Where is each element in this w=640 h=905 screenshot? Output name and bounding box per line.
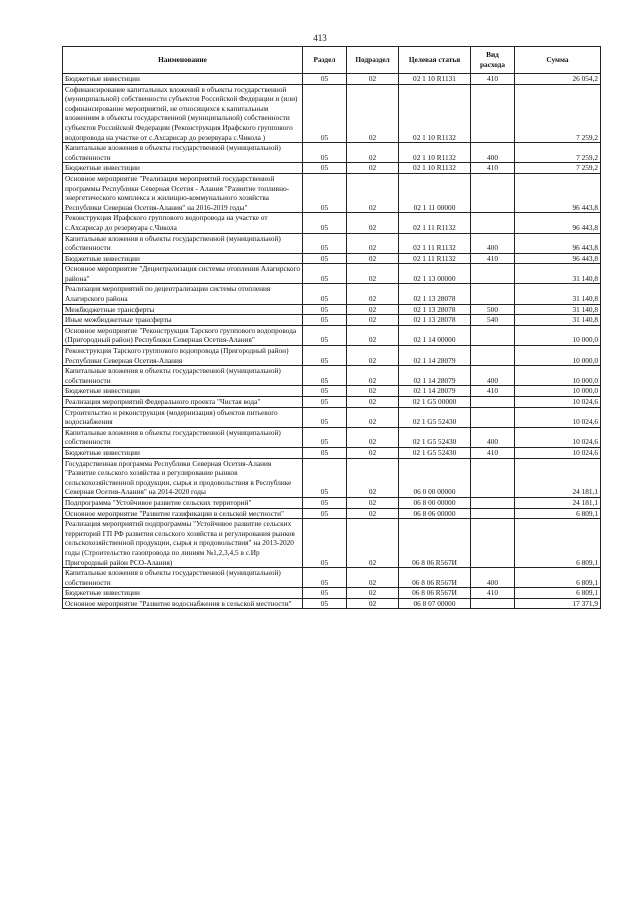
cell-type: [471, 264, 515, 284]
cell-section: 05: [303, 346, 347, 366]
cell-subsection: 02: [347, 588, 399, 599]
cell-section: 05: [303, 143, 347, 163]
cell-target: 06 8 06 R567И: [399, 519, 471, 568]
cell-section: 05: [303, 519, 347, 568]
cell-sum: 31 140,8: [515, 284, 601, 304]
cell-target: 02 1 11 R1132: [399, 213, 471, 233]
table-row: [63, 447, 601, 458]
cell-name: Реконструкция Ирафского группового водопровода на участке от с.Ахсарисар до резервуара с.Чикола: [63, 213, 303, 233]
table-row: [63, 366, 601, 386]
cell-subsection: 02: [347, 233, 399, 253]
cell-target: 02 1 14 00000: [399, 325, 471, 345]
header-sum: Сумма: [515, 47, 601, 74]
table-row: [63, 143, 601, 163]
table-row: [63, 233, 601, 253]
header-section: Раздел: [303, 47, 347, 74]
cell-type: 410: [471, 588, 515, 599]
cell-target: 02 1 10 R1131: [399, 74, 471, 85]
cell-section: 05: [303, 407, 347, 427]
cell-name: Основное мероприятие "Реконструкция Тарского группового водопровода (Пригородный район) Республики Северная Осетия-Алания": [63, 325, 303, 345]
page-number: 413: [313, 33, 327, 43]
cell-type: [471, 284, 515, 304]
cell-name: Межбюджетные трансферты: [63, 304, 303, 315]
cell-sum: 31 140,8: [515, 264, 601, 284]
cell-section: 05: [303, 447, 347, 458]
table-row: [63, 163, 601, 174]
cell-sum: 17 371,9: [515, 598, 601, 609]
cell-target: 02 1 13 00000: [399, 264, 471, 284]
cell-target: 02 1 10 R1132: [399, 163, 471, 174]
cell-sum: 7 259,2: [515, 143, 601, 163]
cell-type: [471, 346, 515, 366]
cell-name: Бюджетные инвестиции: [63, 588, 303, 599]
cell-type: [471, 519, 515, 568]
cell-type: 410: [471, 253, 515, 264]
cell-target: 02 1 13 28078: [399, 315, 471, 326]
cell-subsection: 02: [347, 173, 399, 212]
cell-target: 06 0 00 00000: [399, 458, 471, 497]
cell-sum: 26 054,2: [515, 74, 601, 85]
table-row: [63, 458, 601, 497]
cell-target: 02 1 10 R1132: [399, 143, 471, 163]
cell-subsection: 02: [347, 74, 399, 85]
cell-target: 02 1 14 28079: [399, 346, 471, 366]
cell-target: 06 8 06 R567И: [399, 568, 471, 588]
cell-sum: 24 181,1: [515, 458, 601, 497]
table-row: [63, 253, 601, 264]
cell-subsection: 02: [347, 366, 399, 386]
table-row: [63, 264, 601, 284]
cell-section: 05: [303, 588, 347, 599]
cell-section: 05: [303, 284, 347, 304]
cell-subsection: 02: [347, 264, 399, 284]
cell-section: 05: [303, 497, 347, 508]
cell-section: 05: [303, 568, 347, 588]
cell-subsection: 02: [347, 519, 399, 568]
cell-section: 05: [303, 84, 347, 143]
cell-target: 02 1 14 28079: [399, 386, 471, 397]
cell-name: Бюджетные инвестиции: [63, 447, 303, 458]
table-header-row: [63, 47, 601, 74]
cell-name: Основное мероприятие "Реализация мероприятий государственной программы Республики Северная Осетия - Алания "Развитие топливно-энергетического комплекса и жилищно-коммунального хозяйства Республики Северная Осетия-Алания" на 2016-2019 годы": [63, 173, 303, 212]
table-row: [63, 508, 601, 519]
table-body: [63, 74, 601, 609]
table-row: [63, 84, 601, 143]
cell-subsection: 02: [347, 508, 399, 519]
cell-type: [471, 325, 515, 345]
table-row: [63, 325, 601, 345]
cell-name: Софинансирование капитальных вложений в объекты государственной (муниципальной) собственности субъектов Российской Федерации и (или) софинансирование мероприятий, не относящихся к капитальным вложениям в объекты государственной (муниципальной) собственности субъектов Российской Федерации (Реконструкция Ирафского группового водопровода на участке от с.Ахсарисар до резервуара с.Чикола ): [63, 84, 303, 143]
header-target: Целевая статья: [399, 47, 471, 74]
cell-target: 02 1 14 28079: [399, 366, 471, 386]
cell-target: 06 8 07 00000: [399, 598, 471, 609]
cell-section: 05: [303, 427, 347, 447]
table-row: [63, 284, 601, 304]
table-row: [63, 397, 601, 408]
cell-name: Реконструкция Тарского группового водопровода (Пригородный район) Республики Северная Осетия-Алания: [63, 346, 303, 366]
cell-sum: 6 809,1: [515, 508, 601, 519]
cell-target: 02 1 11 R1132: [399, 233, 471, 253]
table-row: [63, 304, 601, 315]
table-row: [63, 598, 601, 609]
cell-sum: 10 024,6: [515, 427, 601, 447]
cell-sum: 6 809,1: [515, 588, 601, 599]
cell-type: 400: [471, 143, 515, 163]
cell-subsection: 02: [347, 427, 399, 447]
cell-subsection: 02: [347, 386, 399, 397]
cell-section: 05: [303, 253, 347, 264]
table-row: [63, 588, 601, 599]
cell-type: 400: [471, 427, 515, 447]
cell-subsection: 02: [347, 325, 399, 345]
cell-section: 05: [303, 508, 347, 519]
header-name: Наименование: [63, 47, 303, 74]
cell-subsection: 02: [347, 253, 399, 264]
cell-name: Капитальные вложения в объекты государственной (муниципальной) собственности: [63, 143, 303, 163]
cell-subsection: 02: [347, 497, 399, 508]
cell-target: 02 1 G5 00000: [399, 397, 471, 408]
cell-name: Основное мероприятие "Развитие газификации в сельской местности": [63, 508, 303, 519]
cell-target: 06 8 06 R567И: [399, 588, 471, 599]
cell-name: Государственная программа Республики Северная Осетия-Алания "Развитие сельского хозяйства и регулирование рынков сельскохозяйственной продукции, сырья и продовольствия в Республике Северная Осетия-Алания" на 2014-2020 годы: [63, 458, 303, 497]
cell-sum: 6 809,1: [515, 519, 601, 568]
cell-type: 410: [471, 74, 515, 85]
cell-sum: 31 140,8: [515, 315, 601, 326]
cell-name: Основное мероприятие "Децентрализация системы отопления Алагирского района": [63, 264, 303, 284]
cell-type: 500: [471, 304, 515, 315]
table-row: [63, 173, 601, 212]
cell-target: 06 8 06 00000: [399, 508, 471, 519]
cell-subsection: 02: [347, 346, 399, 366]
table-row: [63, 346, 601, 366]
cell-subsection: 02: [347, 315, 399, 326]
cell-sum: 96 443,8: [515, 173, 601, 212]
cell-section: 05: [303, 233, 347, 253]
cell-name: Капитальные вложения в объекты государственной (муниципальной) собственности: [63, 427, 303, 447]
cell-subsection: 02: [347, 163, 399, 174]
cell-sum: 10 000,0: [515, 386, 601, 397]
cell-name: Реализация мероприятий Федерального проекта "Чистая вода": [63, 397, 303, 408]
cell-sum: 10 024,6: [515, 397, 601, 408]
cell-type: [471, 407, 515, 427]
cell-target: 06 8 00 00000: [399, 497, 471, 508]
table-row: [63, 519, 601, 568]
cell-type: 400: [471, 233, 515, 253]
cell-target: 02 1 11 R1132: [399, 253, 471, 264]
header-type: Вид расхода: [471, 47, 515, 74]
cell-type: [471, 173, 515, 212]
table-row: [63, 427, 601, 447]
cell-name: Бюджетные инвестиции: [63, 163, 303, 174]
cell-subsection: 02: [347, 284, 399, 304]
cell-section: 05: [303, 74, 347, 85]
cell-subsection: 02: [347, 304, 399, 315]
table-row: [63, 315, 601, 326]
cell-sum: 10 000,0: [515, 325, 601, 345]
cell-sum: 96 443,8: [515, 213, 601, 233]
cell-type: 410: [471, 386, 515, 397]
cell-name: Реализация мероприятий по децентрализации системы отопления Алагирского района: [63, 284, 303, 304]
cell-subsection: 02: [347, 397, 399, 408]
table-row: [63, 74, 601, 85]
cell-subsection: 02: [347, 213, 399, 233]
cell-name: Бюджетные инвестиции: [63, 74, 303, 85]
cell-section: 05: [303, 325, 347, 345]
cell-section: 05: [303, 315, 347, 326]
cell-sum: 96 443,8: [515, 253, 601, 264]
cell-subsection: 02: [347, 84, 399, 143]
header-subsection: Подраздел: [347, 47, 399, 74]
cell-target: 02 1 13 28078: [399, 304, 471, 315]
cell-sum: 10 024,6: [515, 447, 601, 458]
cell-sum: 10 024,6: [515, 407, 601, 427]
cell-subsection: 02: [347, 568, 399, 588]
cell-target: 02 1 11 00000: [399, 173, 471, 212]
cell-section: 05: [303, 366, 347, 386]
cell-type: 540: [471, 315, 515, 326]
cell-name: Подпрограмма "Устойчивое развитие сельских территорий": [63, 497, 303, 508]
cell-section: 05: [303, 397, 347, 408]
cell-sum: 7 259,2: [515, 84, 601, 143]
cell-type: [471, 458, 515, 497]
cell-subsection: 02: [347, 447, 399, 458]
cell-section: 05: [303, 173, 347, 212]
cell-target: 02 1 G5 52430: [399, 407, 471, 427]
table-row: [63, 407, 601, 427]
table-row: [63, 213, 601, 233]
cell-type: [471, 508, 515, 519]
cell-target: 02 1 13 28078: [399, 284, 471, 304]
cell-section: 05: [303, 163, 347, 174]
cell-section: 05: [303, 213, 347, 233]
cell-sum: 31 140,8: [515, 304, 601, 315]
cell-section: 05: [303, 304, 347, 315]
cell-name: Капитальные вложения в объекты государственной (муниципальной) собственности: [63, 366, 303, 386]
cell-subsection: 02: [347, 407, 399, 427]
table-row: [63, 386, 601, 397]
cell-target: 02 1 10 R1132: [399, 84, 471, 143]
cell-section: 05: [303, 598, 347, 609]
cell-section: 05: [303, 386, 347, 397]
cell-sum: 24 181,1: [515, 497, 601, 508]
cell-section: 05: [303, 458, 347, 497]
cell-type: [471, 84, 515, 143]
cell-name: Иные межбюджетные трансферты: [63, 315, 303, 326]
cell-subsection: 02: [347, 598, 399, 609]
cell-sum: 96 443,8: [515, 233, 601, 253]
cell-sum: 10 000,0: [515, 366, 601, 386]
cell-type: 410: [471, 447, 515, 458]
cell-name: Капитальные вложения в объекты государственной (муниципальной) собственности: [63, 233, 303, 253]
cell-target: 02 1 G5 52430: [399, 447, 471, 458]
cell-name: Основное мероприятие "Развитие водоснабжения в сельской местности": [63, 598, 303, 609]
cell-name: Реализация мероприятий подпрограммы "Устойчивое развитие сельских территорий ГП РФ развития сельского хозяйства и регулирования рынков сельскохозяйственной продукции, сырья и продовольствия" на 2013-2020 годы (Строительство газопровода по линиям №1,2,3,4,5 в с.Ир Пригородный район РСО-Алания): [63, 519, 303, 568]
cell-section: 05: [303, 264, 347, 284]
cell-name: Бюджетные инвестиции: [63, 386, 303, 397]
cell-name: Капитальные вложения в объекты государственной (муниципальной) собственности: [63, 568, 303, 588]
table-row: [63, 497, 601, 508]
budget-table: [62, 46, 601, 609]
cell-type: [471, 497, 515, 508]
cell-type: [471, 397, 515, 408]
cell-type: [471, 213, 515, 233]
cell-type: [471, 598, 515, 609]
cell-type: 400: [471, 366, 515, 386]
cell-name: Строительство и реконструкция (модернизация) объектов питьевого водоснабжения: [63, 407, 303, 427]
cell-type: 400: [471, 568, 515, 588]
cell-type: 410: [471, 163, 515, 174]
table-row: [63, 568, 601, 588]
cell-sum: 7 259,2: [515, 163, 601, 174]
cell-sum: 6 809,1: [515, 568, 601, 588]
cell-name: Бюджетные инвестиции: [63, 253, 303, 264]
cell-sum: 10 000,0: [515, 346, 601, 366]
cell-target: 02 1 G5 52430: [399, 427, 471, 447]
cell-subsection: 02: [347, 458, 399, 497]
cell-subsection: 02: [347, 143, 399, 163]
